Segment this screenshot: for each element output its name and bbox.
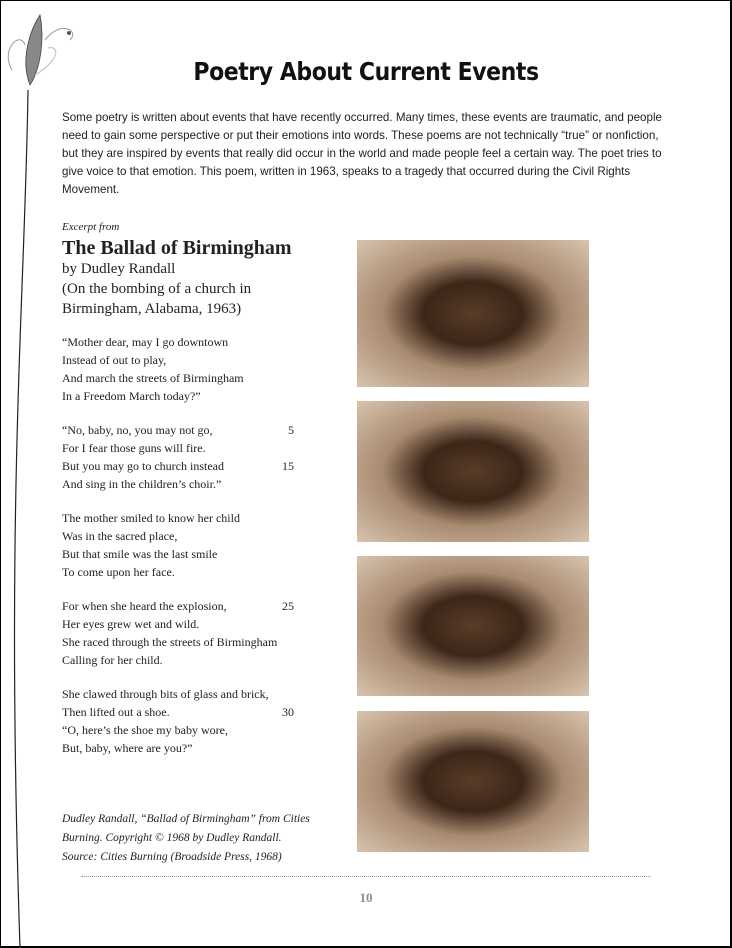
poem-line-text: For when she heard the explosion, bbox=[62, 599, 227, 613]
poem-line bbox=[62, 633, 302, 651]
poem-line bbox=[62, 333, 302, 351]
poem-line bbox=[62, 651, 302, 669]
poem-line-text: But you may go to church instead bbox=[62, 459, 224, 473]
poem-excerpt bbox=[62, 221, 302, 757]
poem-line-text: Was in the sacred place, bbox=[62, 529, 178, 543]
stanza bbox=[62, 597, 302, 669]
poem-line bbox=[62, 739, 302, 757]
citation-line: Burning. Copyright © 1968 by Dudley Randall. bbox=[62, 832, 282, 844]
footer-divider bbox=[81, 876, 651, 877]
poem-line bbox=[62, 457, 302, 475]
poem-line bbox=[62, 369, 302, 387]
stanza bbox=[62, 333, 302, 405]
portrait-photo-1 bbox=[357, 240, 589, 387]
poem-line-text: For I fear those guns will fire. bbox=[62, 441, 206, 455]
citation-line: Dudley Randall, “Ballad of Birmingham” from Cities bbox=[62, 813, 310, 825]
portrait-photo-2 bbox=[357, 401, 589, 542]
poem-line bbox=[62, 615, 302, 633]
excerpt-label: Excerpt from bbox=[62, 221, 120, 233]
portrait-photo-4 bbox=[357, 711, 589, 852]
poem-line-text: The mother smiled to know her child bbox=[62, 511, 240, 525]
stanza bbox=[62, 509, 302, 581]
poem-line bbox=[62, 685, 302, 703]
poem-line bbox=[62, 703, 302, 721]
stanza bbox=[62, 685, 302, 757]
poem-line bbox=[62, 509, 302, 527]
poem-line-text: Her eyes grew wet and wild. bbox=[62, 617, 200, 631]
poem-line-text: But that smile was the last smile bbox=[62, 547, 218, 561]
poem-line bbox=[62, 563, 302, 581]
poem-line-text: “O, here’s the shoe my baby wore, bbox=[62, 723, 228, 737]
poem-subtitle: (On the bombing of a church in Birmingham, Alabama, 1963) bbox=[62, 281, 252, 317]
citation-line: Source: Cities Burning (Broadside Press, 1968) bbox=[62, 851, 282, 863]
poem-author: by Dudley Randall bbox=[62, 261, 176, 277]
line-number: 15 bbox=[282, 459, 294, 473]
portrait-photo-3 bbox=[357, 556, 589, 696]
poem-line bbox=[62, 421, 302, 439]
poem-line-text: But, baby, where are you?” bbox=[62, 741, 193, 755]
poem-line-text: In a Freedom March today?” bbox=[62, 389, 201, 403]
poem-line bbox=[62, 597, 302, 615]
poem-line-text: “Mother dear, may I go downtown bbox=[62, 335, 229, 349]
page-number: 10 bbox=[359, 890, 373, 905]
poem-line-text: Then lifted out a shoe. bbox=[62, 705, 170, 719]
line-number: 5 bbox=[288, 423, 294, 437]
poem-title: The Ballad of Birmingham bbox=[62, 237, 292, 259]
line-number: 25 bbox=[282, 599, 294, 613]
page-title: Poetry About Current Events bbox=[193, 57, 539, 86]
poem-line-text: Instead of out to play, bbox=[62, 353, 167, 367]
poem-line-text: She clawed through bits of glass and brick, bbox=[62, 687, 269, 701]
poem-line bbox=[62, 721, 302, 739]
poem-line bbox=[62, 439, 302, 457]
poem-line bbox=[62, 527, 302, 545]
poem-line-text: “No, baby, no, you may not go, bbox=[62, 423, 213, 437]
poem-line bbox=[62, 351, 302, 369]
poem-line-text: To come upon her face. bbox=[62, 565, 175, 579]
poem-line-text: And sing in the children’s choir.” bbox=[62, 477, 222, 491]
poem-line bbox=[62, 475, 302, 493]
poem-line-text: And march the streets of Birmingham bbox=[62, 371, 244, 385]
citation bbox=[62, 810, 312, 867]
stanza bbox=[62, 421, 302, 493]
poem-line-text: Calling for her child. bbox=[62, 653, 163, 667]
poem-line-text: She raced through the streets of Birmingham bbox=[62, 635, 278, 649]
line-number: 30 bbox=[282, 705, 294, 719]
poem-line bbox=[62, 387, 302, 405]
poem-line bbox=[62, 545, 302, 563]
intro-paragraph: Some poetry is written about events that have recently occurred. Many times, these events are traumatic, and people need to gain some perspective or put their emotions into words. These poems are not technically “true” or nonfiction, but they are inspired by events that really did occur in the world and made people feel a certain way. The poet tries to give voice to that emotion. This poem, written in 1963, speaks to a tragedy that occurred during the Civil Rights Movement. bbox=[62, 111, 662, 196]
